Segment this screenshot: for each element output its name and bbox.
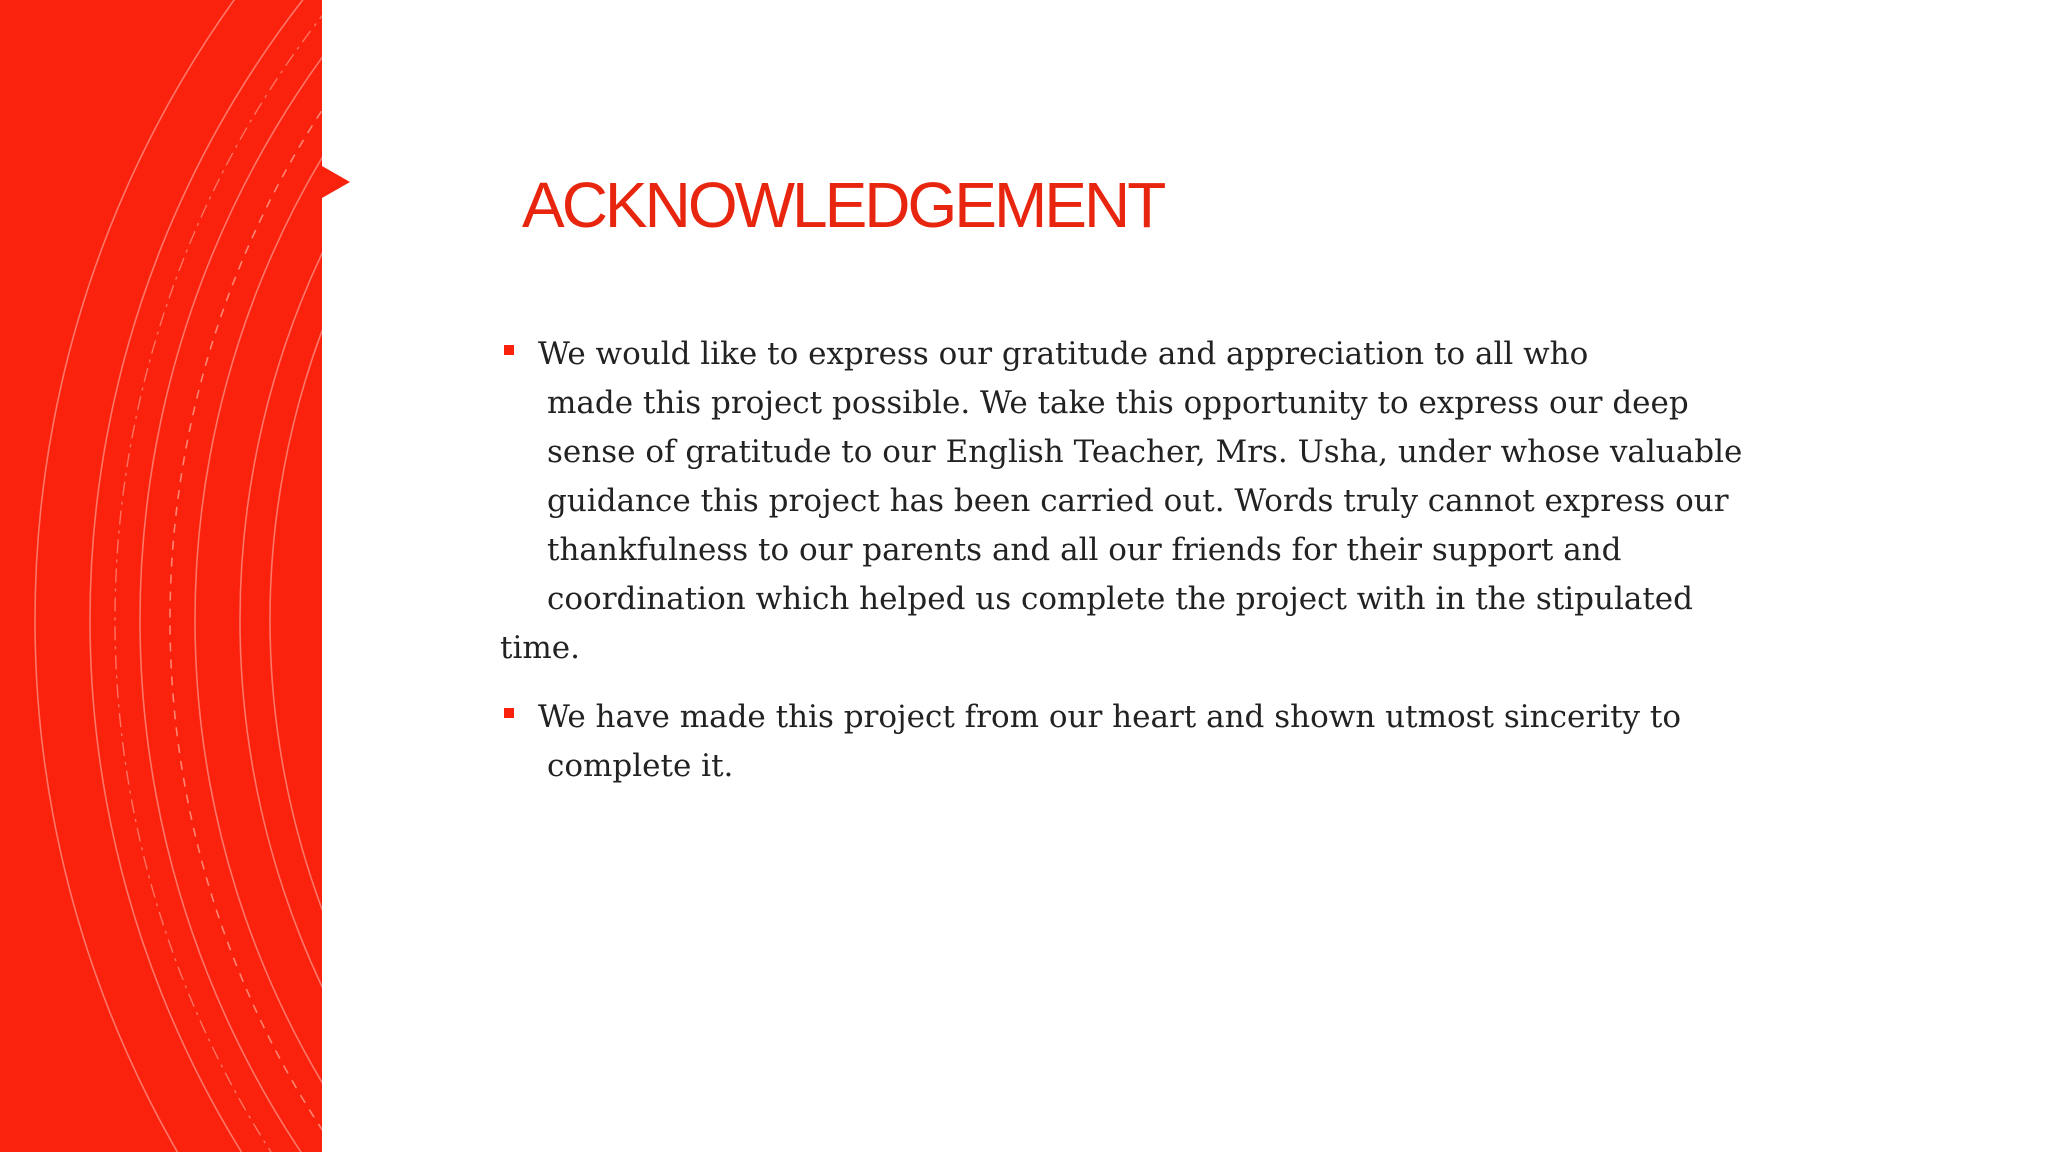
slide-content — [500, 330, 1800, 791]
bullet-square-icon — [504, 345, 514, 355]
arc-line — [240, 0, 322, 1152]
arc-dashed-line — [115, 0, 322, 1152]
decorative-arcs — [0, 0, 322, 1152]
bullet-square-icon — [504, 708, 514, 718]
slide-title: ACKNOWLEDGEMENT — [522, 169, 1164, 241]
arc-line — [90, 0, 322, 1152]
bullet-item-gratitude — [500, 330, 1800, 673]
bullet-text-line: sense of gratitude to our English Teacher, Mrs. Usha, under whose valuable — [547, 434, 1743, 470]
bullet-text-line: coordination which helped us complete the project with in the stipulated — [547, 581, 1693, 617]
title-pointer-arrow — [322, 166, 350, 198]
bullet-text-line: thankfulness to our parents and all our friends for their support and — [547, 532, 1622, 568]
arc-dashed-line — [170, 0, 322, 1152]
bullet-text-line: guidance this project has been carried out. Words truly cannot express our — [547, 483, 1729, 519]
arc-line — [140, 0, 322, 1152]
arc-line — [35, 0, 322, 1152]
bullet-text-line: complete it. — [547, 748, 734, 784]
decorative-side-band — [0, 0, 322, 1152]
bullet-text-line: made this project possible. We take this opportunity to express our deep — [547, 385, 1689, 421]
bullet-item-sincerity — [500, 693, 1800, 791]
bullet-text-line: time. — [500, 630, 580, 666]
bullet-text-line: We have made this project from our heart and shown utmost sincerity to — [538, 699, 1682, 735]
bullet-text-line: We would like to express our gratitude and appreciation to all who — [538, 336, 1589, 372]
arc-line — [270, 0, 322, 1152]
arc-line — [195, 0, 322, 1152]
